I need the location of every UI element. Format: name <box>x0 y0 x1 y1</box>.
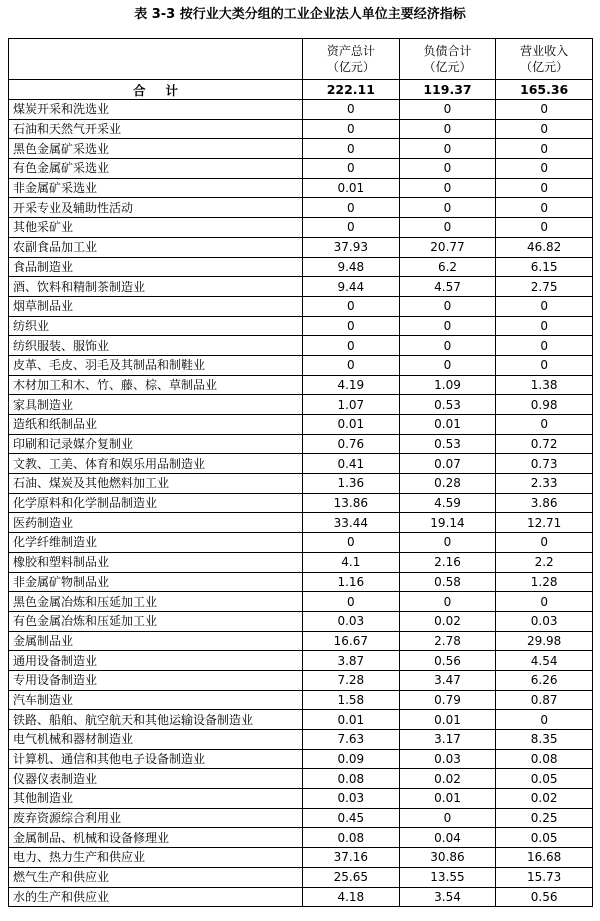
assets-cell: 0.01 <box>303 415 400 435</box>
revenue-cell: 0 <box>496 710 593 730</box>
table-row <box>9 513 593 533</box>
revenue-cell: 0 <box>496 100 593 120</box>
revenue-cell: 46.82 <box>496 237 593 257</box>
industry-cell: 印刷和记录媒介复制业 <box>9 434 303 454</box>
table-row <box>9 218 593 238</box>
header-assets-name: 资产总计 <box>326 44 375 58</box>
assets-cell: 0 <box>303 316 400 336</box>
liabilities-cell: 0.53 <box>399 434 496 454</box>
assets-cell: 0 <box>303 533 400 553</box>
assets-cell: 16.67 <box>303 631 400 651</box>
total-liabilities: 119.37 <box>399 80 496 100</box>
liabilities-cell: 20.77 <box>399 237 496 257</box>
liabilities-cell: 0.79 <box>399 690 496 710</box>
assets-cell: 4.19 <box>303 375 400 395</box>
assets-cell: 0.03 <box>303 611 400 631</box>
revenue-cell: 0.72 <box>496 434 593 454</box>
revenue-cell: 6.15 <box>496 257 593 277</box>
table-row <box>9 533 593 553</box>
revenue-cell: 0 <box>496 296 593 316</box>
header-liabilities-unit: （亿元） <box>423 60 472 74</box>
assets-cell: 1.58 <box>303 690 400 710</box>
industry-cell: 烟草制品业 <box>9 296 303 316</box>
liabilities-cell: 0.03 <box>399 749 496 769</box>
table-row <box>9 415 593 435</box>
industry-cell: 电力、热力生产和供应业 <box>9 848 303 868</box>
header-assets-unit: （亿元） <box>326 60 375 74</box>
industry-cell: 金属制品业 <box>9 631 303 651</box>
table-row <box>9 848 593 868</box>
revenue-cell: 0 <box>496 119 593 139</box>
revenue-cell: 6.26 <box>496 670 593 690</box>
industry-cell: 石油和天然气开采业 <box>9 119 303 139</box>
table-row <box>9 749 593 769</box>
table-row <box>9 277 593 297</box>
industry-cell: 有色金属冶炼和压延加工业 <box>9 611 303 631</box>
liabilities-cell: 0 <box>399 296 496 316</box>
table-row <box>9 867 593 887</box>
table-row <box>9 336 593 356</box>
assets-cell: 0 <box>303 355 400 375</box>
industry-cell: 开采专业及辅助性活动 <box>9 198 303 218</box>
header-liabilities-name: 负债合计 <box>423 44 472 58</box>
liabilities-cell: 0.01 <box>399 415 496 435</box>
liabilities-cell: 0.56 <box>399 651 496 671</box>
liabilities-cell: 1.09 <box>399 375 496 395</box>
liabilities-cell: 0.01 <box>399 789 496 809</box>
table-row <box>9 493 593 513</box>
industry-cell: 仪器仪表制造业 <box>9 769 303 789</box>
table-row <box>9 178 593 198</box>
assets-cell: 7.63 <box>303 730 400 750</box>
indicator-table <box>8 38 593 907</box>
revenue-cell: 0.98 <box>496 395 593 415</box>
liabilities-cell: 0 <box>399 119 496 139</box>
liabilities-cell: 0.58 <box>399 572 496 592</box>
revenue-cell: 2.75 <box>496 277 593 297</box>
industry-cell: 文教、工美、体育和娱乐用品制造业 <box>9 454 303 474</box>
revenue-cell: 16.68 <box>496 848 593 868</box>
revenue-cell: 3.86 <box>496 493 593 513</box>
table-row <box>9 690 593 710</box>
assets-cell: 0.41 <box>303 454 400 474</box>
table-row <box>9 100 593 120</box>
revenue-cell: 0 <box>496 355 593 375</box>
assets-cell: 0.01 <box>303 710 400 730</box>
revenue-cell: 0 <box>496 592 593 612</box>
revenue-cell: 0 <box>496 159 593 179</box>
table-row <box>9 316 593 336</box>
liabilities-cell: 30.86 <box>399 848 496 868</box>
header-row <box>9 39 593 80</box>
table-row <box>9 611 593 631</box>
liabilities-cell: 0 <box>399 808 496 828</box>
revenue-cell: 12.71 <box>496 513 593 533</box>
revenue-cell: 0 <box>496 178 593 198</box>
table-row <box>9 710 593 730</box>
industry-cell: 纺织业 <box>9 316 303 336</box>
table-row <box>9 828 593 848</box>
assets-cell: 0 <box>303 159 400 179</box>
revenue-cell: 0 <box>496 198 593 218</box>
assets-cell: 0 <box>303 592 400 612</box>
assets-cell: 3.87 <box>303 651 400 671</box>
table-row <box>9 730 593 750</box>
revenue-cell: 8.35 <box>496 730 593 750</box>
assets-cell: 9.48 <box>303 257 400 277</box>
liabilities-cell: 0 <box>399 198 496 218</box>
table-row <box>9 454 593 474</box>
table-row <box>9 631 593 651</box>
table-row <box>9 296 593 316</box>
revenue-cell: 0.05 <box>496 828 593 848</box>
total-assets: 222.11 <box>303 80 400 100</box>
liabilities-cell: 4.59 <box>399 493 496 513</box>
table-row <box>9 434 593 454</box>
liabilities-cell: 13.55 <box>399 867 496 887</box>
revenue-cell: 0.05 <box>496 769 593 789</box>
industry-cell: 食品制造业 <box>9 257 303 277</box>
assets-cell: 37.16 <box>303 848 400 868</box>
assets-cell: 0.08 <box>303 769 400 789</box>
revenue-cell: 0.03 <box>496 611 593 631</box>
industry-cell: 计算机、通信和其他电子设备制造业 <box>9 749 303 769</box>
header-liabilities <box>399 39 496 80</box>
industry-cell: 水的生产和供应业 <box>9 887 303 907</box>
assets-cell: 0.01 <box>303 178 400 198</box>
liabilities-cell: 0.07 <box>399 454 496 474</box>
industry-cell: 非金属矿采选业 <box>9 178 303 198</box>
table-row <box>9 789 593 809</box>
liabilities-cell: 3.54 <box>399 887 496 907</box>
liabilities-cell: 0 <box>399 178 496 198</box>
revenue-cell: 0 <box>496 139 593 159</box>
revenue-cell: 0.56 <box>496 887 593 907</box>
revenue-cell: 1.28 <box>496 572 593 592</box>
table-row <box>9 808 593 828</box>
assets-cell: 0 <box>303 336 400 356</box>
industry-cell: 医药制造业 <box>9 513 303 533</box>
table-row <box>9 651 593 671</box>
liabilities-cell: 0 <box>399 316 496 336</box>
industry-cell: 化学原料和化学制品制造业 <box>9 493 303 513</box>
assets-cell: 1.36 <box>303 474 400 494</box>
revenue-cell: 0 <box>496 533 593 553</box>
revenue-cell: 0 <box>496 415 593 435</box>
liabilities-cell: 4.57 <box>399 277 496 297</box>
assets-cell: 33.44 <box>303 513 400 533</box>
industry-cell: 农副食品加工业 <box>9 237 303 257</box>
industry-cell: 橡胶和塑料制品业 <box>9 552 303 572</box>
total-row <box>9 80 593 100</box>
table-row <box>9 159 593 179</box>
header-assets <box>303 39 400 80</box>
table-row <box>9 355 593 375</box>
industry-cell: 黑色金属冶炼和压延加工业 <box>9 592 303 612</box>
industry-cell: 纺织服装、服饰业 <box>9 336 303 356</box>
assets-cell: 0 <box>303 218 400 238</box>
liabilities-cell: 0 <box>399 100 496 120</box>
industry-cell: 煤炭开采和洗选业 <box>9 100 303 120</box>
industry-cell: 其他制造业 <box>9 789 303 809</box>
revenue-cell: 0.73 <box>496 454 593 474</box>
assets-cell: 13.86 <box>303 493 400 513</box>
industry-cell: 废弃资源综合利用业 <box>9 808 303 828</box>
liabilities-cell: 19.14 <box>399 513 496 533</box>
revenue-cell: 0 <box>496 316 593 336</box>
revenue-cell: 0 <box>496 218 593 238</box>
liabilities-cell: 0.04 <box>399 828 496 848</box>
assets-cell: 25.65 <box>303 867 400 887</box>
industry-cell: 非金属矿物制品业 <box>9 572 303 592</box>
assets-cell: 1.16 <box>303 572 400 592</box>
industry-cell: 石油、煤炭及其他燃料加工业 <box>9 474 303 494</box>
revenue-cell: 2.2 <box>496 552 593 572</box>
assets-cell: 0 <box>303 139 400 159</box>
total-revenue: 165.36 <box>496 80 593 100</box>
industry-cell: 电气机械和器材制造业 <box>9 730 303 750</box>
table-row <box>9 198 593 218</box>
liabilities-cell: 0 <box>399 139 496 159</box>
assets-cell: 1.07 <box>303 395 400 415</box>
industry-cell: 黑色金属矿采选业 <box>9 139 303 159</box>
industry-cell: 专用设备制造业 <box>9 670 303 690</box>
assets-cell: 37.93 <box>303 237 400 257</box>
revenue-cell: 29.98 <box>496 631 593 651</box>
table-row <box>9 552 593 572</box>
header-revenue <box>496 39 593 80</box>
liabilities-cell: 0.02 <box>399 769 496 789</box>
assets-cell: 4.1 <box>303 552 400 572</box>
liabilities-cell: 0 <box>399 592 496 612</box>
industry-cell: 酒、饮料和精制茶制造业 <box>9 277 303 297</box>
liabilities-cell: 0 <box>399 159 496 179</box>
assets-cell: 4.18 <box>303 887 400 907</box>
assets-cell: 0.45 <box>303 808 400 828</box>
table-row <box>9 375 593 395</box>
assets-cell: 0 <box>303 296 400 316</box>
table-row <box>9 395 593 415</box>
industry-cell: 燃气生产和供应业 <box>9 867 303 887</box>
liabilities-cell: 0 <box>399 336 496 356</box>
revenue-cell: 0.02 <box>496 789 593 809</box>
industry-cell: 有色金属矿采选业 <box>9 159 303 179</box>
liabilities-cell: 3.47 <box>399 670 496 690</box>
header-industry <box>9 39 303 80</box>
revenue-cell: 2.33 <box>496 474 593 494</box>
industry-cell: 家具制造业 <box>9 395 303 415</box>
table-row <box>9 592 593 612</box>
liabilities-cell: 0.28 <box>399 474 496 494</box>
liabilities-cell: 0.53 <box>399 395 496 415</box>
header-revenue-unit: （亿元） <box>520 60 569 74</box>
assets-cell: 0.76 <box>303 434 400 454</box>
industry-cell: 通用设备制造业 <box>9 651 303 671</box>
table-row <box>9 257 593 277</box>
industry-cell: 木材加工和木、竹、藤、棕、草制品业 <box>9 375 303 395</box>
liabilities-cell: 6.2 <box>399 257 496 277</box>
assets-cell: 0 <box>303 198 400 218</box>
industry-cell: 皮革、毛皮、羽毛及其制品和制鞋业 <box>9 355 303 375</box>
revenue-cell: 1.38 <box>496 375 593 395</box>
industry-cell: 其他采矿业 <box>9 218 303 238</box>
industry-cell: 化学纤维制造业 <box>9 533 303 553</box>
table-row <box>9 572 593 592</box>
assets-cell: 9.44 <box>303 277 400 297</box>
table-title: 表 3-3 按行业大类分组的工业企业法人单位主要经济指标 <box>134 7 466 22</box>
liabilities-cell: 0 <box>399 355 496 375</box>
industry-cell: 汽车制造业 <box>9 690 303 710</box>
revenue-cell: 0.08 <box>496 749 593 769</box>
assets-cell: 0.08 <box>303 828 400 848</box>
industry-cell: 造纸和纸制品业 <box>9 415 303 435</box>
industry-cell: 金属制品、机械和设备修理业 <box>9 828 303 848</box>
liabilities-cell: 0 <box>399 218 496 238</box>
assets-cell: 0 <box>303 100 400 120</box>
assets-cell: 0.09 <box>303 749 400 769</box>
liabilities-cell: 2.16 <box>399 552 496 572</box>
industry-cell: 铁路、船舶、航空航天和其他运输设备制造业 <box>9 710 303 730</box>
table-row <box>9 474 593 494</box>
table-row <box>9 670 593 690</box>
assets-cell: 0.03 <box>303 789 400 809</box>
revenue-cell: 15.73 <box>496 867 593 887</box>
liabilities-cell: 3.17 <box>399 730 496 750</box>
revenue-cell: 0.25 <box>496 808 593 828</box>
liabilities-cell: 2.78 <box>399 631 496 651</box>
total-label: 合计 <box>9 80 303 100</box>
header-revenue-name: 营业收入 <box>520 44 569 58</box>
assets-cell: 0 <box>303 119 400 139</box>
revenue-cell: 0.87 <box>496 690 593 710</box>
liabilities-cell: 0.02 <box>399 611 496 631</box>
table-row <box>9 769 593 789</box>
revenue-cell: 0 <box>496 336 593 356</box>
table-row <box>9 887 593 907</box>
table-row <box>9 237 593 257</box>
liabilities-cell: 0.01 <box>399 710 496 730</box>
table-row <box>9 119 593 139</box>
revenue-cell: 4.54 <box>496 651 593 671</box>
assets-cell: 7.28 <box>303 670 400 690</box>
liabilities-cell: 0 <box>399 533 496 553</box>
table-row <box>9 139 593 159</box>
